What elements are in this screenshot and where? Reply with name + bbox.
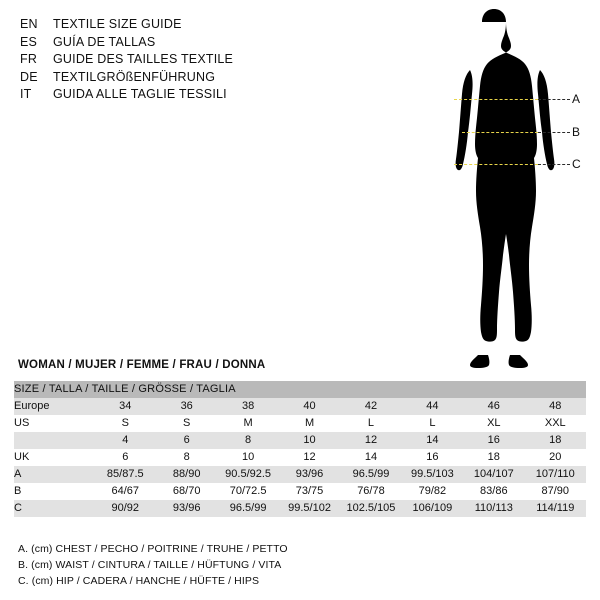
cell: 99.5/103 [402,466,463,483]
cell: 44 [402,398,463,415]
cell: 70/72.5 [217,483,278,500]
cell: 46 [463,398,524,415]
row-label: Europe [14,398,95,415]
cell: 40 [279,398,340,415]
cell: 14 [340,449,401,466]
cell: 88/90 [156,466,217,483]
legend-item-b: B. (cm) WAIST / CINTURA / TAILLE / HÜFTUNG / VITA [18,559,282,571]
cell: 16 [402,449,463,466]
cell: 68/70 [156,483,217,500]
cell: 90.5/92.5 [217,466,278,483]
language-row [20,16,320,34]
cell: 102.5/105 [340,500,401,517]
chest-measure-line [454,99,538,100]
measure-label-a: A [572,92,581,106]
cell: 8 [217,432,278,449]
woman-silhouette-icon [420,8,590,378]
cell: XL [463,415,524,432]
waist-measure-leader [538,132,570,133]
measure-label-b: B [572,125,581,139]
waist-measure-line [462,132,538,133]
row-label: C [14,500,95,517]
female-body-figure [420,8,590,378]
cell: 99.5/102 [279,500,340,517]
language-title: GUÍA DE TALLAS [53,34,156,49]
cell: 96.5/99 [340,466,401,483]
cell: 96.5/99 [217,500,278,517]
cell: 110/113 [463,500,524,517]
table-row [14,432,586,449]
cell: M [217,415,278,432]
language-row [20,86,320,104]
cell: 42 [340,398,401,415]
cell: 87/90 [525,483,586,500]
table-row [14,449,586,466]
cell: 6 [95,449,156,466]
language-code: ES [20,34,38,49]
language-title: GUIDE DES TAILLES TEXTILE [53,52,234,66]
chest-measure-leader [538,99,570,100]
cell: 16 [463,432,524,449]
language-title: TEXTILE SIZE GUIDE [53,17,182,31]
table-row [14,466,586,483]
measure-label-c: C [572,157,581,171]
row-label: A [14,466,95,483]
cell: 36 [156,398,217,415]
cell: 106/109 [402,500,463,517]
cell: 20 [525,449,586,466]
language-row [20,34,320,52]
row-label: B [14,483,95,500]
cell: 18 [525,432,586,449]
language-row [20,69,320,87]
cell: 93/96 [279,466,340,483]
language-title: GUIDA ALLE TAGLIE TESSILI [53,87,227,101]
row-label: US [14,415,95,432]
language-row [20,51,320,69]
hip-measure-line [454,164,538,165]
cell: 18 [463,449,524,466]
row-label: UK [14,449,95,466]
table-row [14,483,586,500]
cell: 8 [156,449,217,466]
cell: 107/110 [525,466,586,483]
cell: 85/87.5 [95,466,156,483]
section-caption: WOMAN / MUJER / FEMME / FRAU / DONNA [18,359,266,371]
size-table-container [14,381,586,517]
cell: 34 [95,398,156,415]
measurement-legend [18,541,288,589]
cell: 64/67 [95,483,156,500]
language-code: FR [20,52,38,66]
cell: 10 [279,432,340,449]
cell: 14 [402,432,463,449]
size-table [14,381,586,517]
cell: L [340,415,401,432]
cell: 38 [217,398,278,415]
language-code: DE [20,69,38,84]
cell: 79/82 [402,483,463,500]
cell: 104/107 [463,466,524,483]
cell: 6 [156,432,217,449]
language-title-list [20,16,320,104]
cell: XXL [525,415,586,432]
cell: 12 [279,449,340,466]
cell: 93/96 [156,500,217,517]
table-header-row [14,381,586,398]
table-row [14,398,586,415]
cell: L [402,415,463,432]
cell: S [156,415,217,432]
hip-measure-leader [538,164,570,165]
language-code: EN [20,17,38,31]
language-code: IT [20,87,32,101]
cell: S [95,415,156,432]
cell: 10 [217,449,278,466]
table-row [14,500,586,517]
cell: 90/92 [95,500,156,517]
cell: 73/75 [279,483,340,500]
cell: 48 [525,398,586,415]
legend-item-c: C. (cm) HIP / CADERA / HANCHE / HÜFTE / HIPS [18,575,260,587]
cell: 12 [340,432,401,449]
cell: 4 [95,432,156,449]
cell: 76/78 [340,483,401,500]
language-title: TEXTILGRÖßENFÜHRUNG [53,69,216,84]
cell: M [279,415,340,432]
table-header-cell: SIZE / TALLA / TAILLE / GRÖSSE / TAGLIA [14,381,586,398]
legend-item-a: A. (cm) CHEST / PECHO / POITRINE / TRUHE / PETTO [18,543,288,555]
table-row [14,415,586,432]
cell: 83/86 [463,483,524,500]
row-label [14,432,95,449]
cell: 114/119 [525,500,586,517]
